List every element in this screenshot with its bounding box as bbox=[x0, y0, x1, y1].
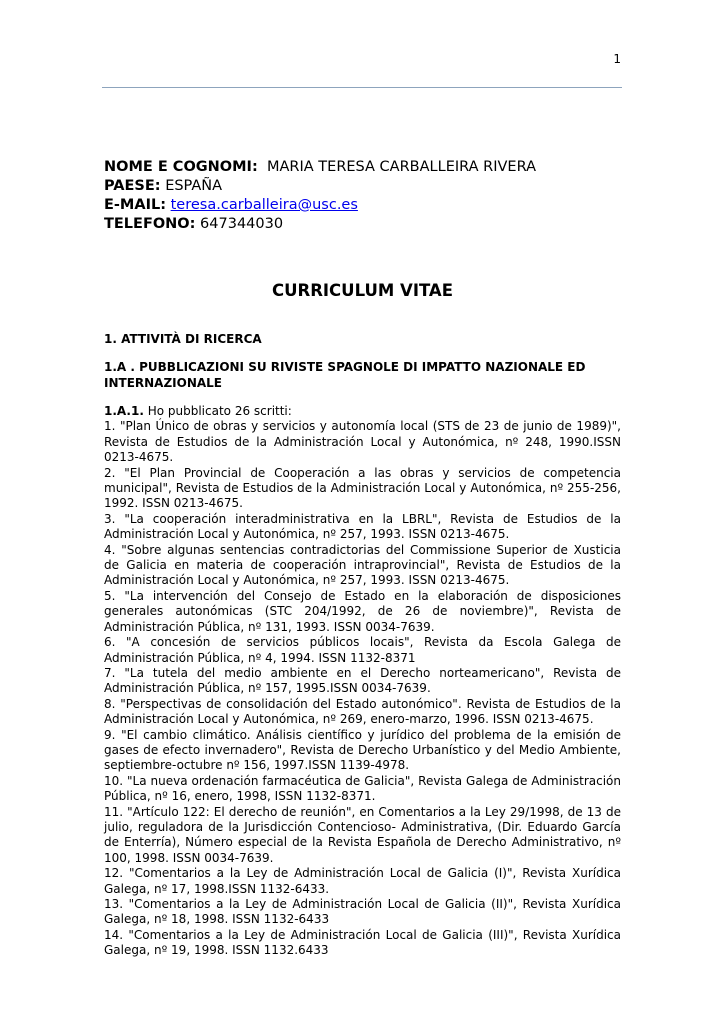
publication-item: 3. "La cooperación interadministrativa en la LBRL", Revista de Estudios de la Administración Local y Autonómica, nº 257, 1993. ISSN 0213-4675. bbox=[104, 511, 621, 542]
publication-item: 6. "A concesión de servicios públicos locais", Revista da Escola Galega de Administración Pública, nº 4, 1994. ISSN 1132-8371 bbox=[104, 635, 621, 665]
publication-item: 5. "La intervención del Consejo de Estado en la elaboración de disposiciones generales autonómicas (STC 204/1992, de 26 de noviembre)", Revista de Administración Pública, nº 131, 1993. ISSN 0034-7639. bbox=[104, 588, 621, 634]
phone-value: 647344030 bbox=[200, 216, 284, 232]
page-number: 1 bbox=[613, 52, 621, 66]
name-line bbox=[104, 158, 621, 177]
publication-item: 10. "La nueva ordenación farmacéutica de Galicia", Revista Galega de Administración Pública, nº 16, enero, 1998, ISSN 1132-8371. bbox=[104, 773, 621, 804]
email-link[interactable]: teresa.carballeira@usc.es bbox=[170, 197, 358, 213]
document-title: CURRICULUM VITAE bbox=[272, 281, 453, 300]
publication-item: 11. "Artículo 122: El derecho de reunión", en Comentarios a la Ley 29/1998, de 13 de julio, reguladora de la Jurisdicción Contencioso- Administrativa, (Dir. Eduardo García de Enterría), Número especial de la Revista Española de Derecho Administrativo, nº 100, 1998. ISSN 0034-7639. bbox=[104, 804, 621, 865]
phone-label: TELEFONO: bbox=[104, 216, 196, 232]
country-label: PAESE: bbox=[104, 178, 161, 194]
publication-item: 7. "La tutela del medio ambiente en el Derecho norteamericano", Revista de Administración Pública, nº 157, 1995.ISSN 0034-7639. bbox=[104, 665, 621, 696]
email-label: E-MAIL: bbox=[104, 197, 167, 213]
intro-label: 1.A.1. bbox=[104, 404, 144, 418]
contact-block bbox=[104, 158, 621, 234]
email-line bbox=[104, 196, 621, 215]
section-heading: 1. ATTIVITÀ DI RICERCA bbox=[104, 332, 262, 346]
publication-list bbox=[104, 419, 621, 958]
document-body bbox=[104, 158, 621, 959]
publication-item: 13. "Comentarios a la Ley de Administración Local de Galicia (II)", Revista Xurídica Galega, nº 18, 1998. ISSN 1132-6433 bbox=[104, 897, 621, 927]
publication-item: 14. "Comentarios a la Ley de Administración Local de Galicia (III)", Revista Xurídica Galega, nº 19, 1998. ISSN 1132.6433 bbox=[104, 927, 621, 958]
publication-item: 8. "Perspectivas de consolidación del Estado autonómico". Revista de Estudios de la Administración Local y Autonómica, nº 269, enero-marzo, 1996. ISSN 0213-4675. bbox=[104, 696, 621, 727]
publication-item: 4. "Sobre algunas sentencias contradictorias del Commissione Superior de Xusticia de Galicia en materia de cooperación intraprovincial", Revista de Estudios de la Administración Local y Autonómica, nº 257, 1993. ISSN 0213-4675. bbox=[104, 542, 621, 588]
country-line bbox=[104, 177, 621, 196]
publication-item: 2. "El Plan Provincial de Cooperación a las obras y servicios de competencia municipal", Revista de Estudios de la Administración Local y Autonómica, nº 255-256, 1992. ISSN 0213-4675. bbox=[104, 465, 621, 511]
country-value: ESPAÑA bbox=[165, 178, 223, 194]
subsection-heading: 1.A . PUBBLICAZIONI SU RIVISTE SPAGNOLE DI IMPATTO NAZIONALE ED INTERNAZIONALE bbox=[104, 360, 586, 390]
publications-intro bbox=[104, 404, 621, 419]
name-label: NOME E COGNOMI: bbox=[104, 159, 258, 175]
name-value: MARIA TERESA CARBALLEIRA RIVERA bbox=[266, 159, 536, 175]
publication-item: 1. "Plan Único de obras y servicios y autonomía local (STS de 23 de junio de 1989)", Revista de Estudios de la Administración Local y Autonómica, nº 248, 1990.ISSN 0213-4675. bbox=[104, 419, 621, 465]
header-rule bbox=[102, 87, 622, 88]
publication-item: 12. "Comentarios a la Ley de Administración Local de Galicia (I)", Revista Xurídica Galega, nº 17, 1998.ISSN 1132-6433. bbox=[104, 866, 621, 896]
publication-item: 9. "El cambio climático. Análisis científico y jurídico del problema de la emisión de gases de efecto invernadero", Revista de Derecho Urbanístico y del Medio Ambiente, septiembre-octubre nº 156, 1997.ISSN 1139-4978. bbox=[104, 727, 621, 773]
intro-text: Ho pubblicato 26 scritti: bbox=[143, 404, 292, 418]
phone-line bbox=[104, 215, 621, 234]
